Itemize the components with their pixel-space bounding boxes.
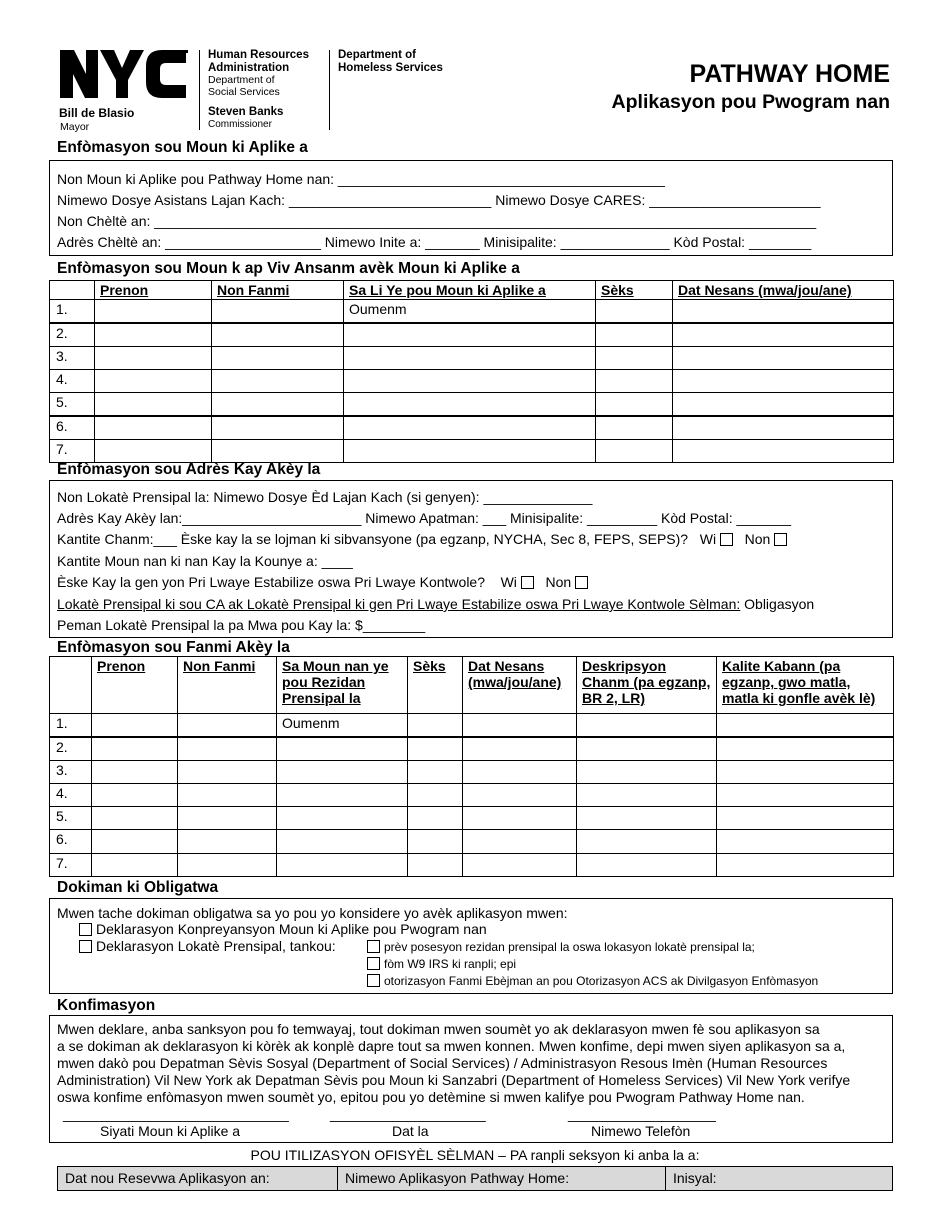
household-col-relationship: Sa Li Ye pou Moun ki Aplike a [344, 281, 596, 300]
doc-w9-label: fòm W9 IRS ki ranpli; epi [384, 957, 517, 971]
host_family-cell[interactable] [577, 830, 717, 853]
host_family-row-number: 1. [50, 714, 92, 737]
household-cell[interactable] [95, 346, 212, 369]
host_family-cell[interactable] [463, 830, 577, 853]
document-title: PATHWAY HOME [689, 60, 890, 88]
host_family-cell[interactable] [717, 737, 894, 760]
confirmation-paragraph [57, 1021, 850, 1106]
monthly-payment-line[interactable]: Peman Lokatè Prensipal la pa Mwa pou Kay la: $________ [57, 617, 426, 633]
host_family-cell[interactable] [577, 737, 717, 760]
subsidized-yes-label: Wi [699, 531, 717, 547]
bedrooms-subsidized-line [57, 531, 787, 547]
rent-stabilized-question: Èske Kay la gen yon Pri Lwaye Estabilize oswa Pri Lwaye Kontwole? [57, 574, 485, 590]
household-cell[interactable] [596, 300, 673, 323]
documents-section-title: Dokiman ki Obligatwa [57, 879, 219, 896]
leaseholder-obligation-underlined: Lokatè Prensipal ki sou CA ak Lokatè Prensipal ki gen Pri Lwaye Estabilize oswa Pri Lwaye Kontwole Sèlman: [57, 596, 741, 612]
host_family-cell[interactable] [717, 783, 894, 806]
phone-label: Nimewo Telefòn [591, 1123, 691, 1139]
household-cell[interactable] [596, 369, 673, 392]
host_family-cell[interactable] [277, 760, 408, 783]
household-cell[interactable] [95, 393, 212, 416]
household-cell[interactable] [673, 323, 894, 346]
household-cell[interactable] [95, 300, 212, 323]
host-col-0 [50, 657, 92, 714]
confirmation-line: Administration) Vil New York ak Depatman Sèvis pou Moun ki Sanzabri (Department of Homeless Services) Vil New York verifye [57, 1072, 851, 1088]
host_family-cell[interactable] [408, 760, 463, 783]
host_family-cell[interactable] [178, 807, 277, 830]
household-cell[interactable] [596, 323, 673, 346]
doc-leaseholder-checkbox[interactable] [79, 940, 92, 953]
table-row [50, 783, 894, 806]
host_family-cell[interactable] [92, 714, 178, 737]
date-label: Dat la [392, 1123, 429, 1139]
household-cell[interactable] [95, 416, 212, 439]
household-col-first-name: Prenon [95, 281, 212, 300]
office-use-heading: POU ITILIZASYON OFISYÈL SÈLMAN – PA ranpli seksyon ki anba la a: [250, 1147, 700, 1163]
host_family-cell[interactable] [408, 807, 463, 830]
host_family-cell[interactable] [577, 714, 717, 737]
stabilized-no-checkbox[interactable] [575, 576, 588, 589]
hra-block [208, 49, 309, 98]
household-cell[interactable] [95, 323, 212, 346]
host_family-cell[interactable] [277, 783, 408, 806]
host-col-room: Deskripsyon Chanm (pa egzanp, BR 2, LR) [577, 657, 717, 714]
dhs-line1: Department of [338, 49, 416, 61]
host_family-cell[interactable] [92, 783, 178, 806]
dhs-block [338, 49, 443, 75]
doc-w9-checkbox[interactable] [367, 957, 380, 970]
household-cell[interactable] [212, 393, 344, 416]
confirmation-line: oswa konfime enfòmasyon mwen soumèt yo, epitou pou yo detèmine si mwen kalifye pou Pwogram Pathway Home nan. [57, 1089, 805, 1105]
host_family-cell[interactable] [92, 807, 178, 830]
host_family-row-number: 7. [50, 853, 92, 876]
doc-understanding-checkbox[interactable] [79, 923, 92, 936]
household-cell[interactable] [673, 416, 894, 439]
mayor-name: Bill de Blasio [59, 106, 135, 120]
host_family-cell[interactable] [408, 714, 463, 737]
leaseholder-obligation-line [57, 596, 814, 612]
documents-intro: Mwen tache dokiman obligatwa sa yo pou yo konsidere yo avèk aplikasyon mwen: [57, 905, 568, 921]
table-row [50, 807, 894, 830]
table-row [50, 416, 894, 439]
applicant-section-title: Enfòmasyon sou Moun ki Aplike a [57, 139, 308, 156]
mayor-title: Mayor [60, 121, 90, 133]
household-cell[interactable] [596, 416, 673, 439]
confirmation-line: a se dokiman ak deklarasyon ki kòrèk ak konplè dapre tout sa mwen konnen. Mwen konfime, depi mwen siyen aplikasyon sa a, [57, 1038, 846, 1054]
host-col-bed: Kalite Kabann (pa egzanp, gwo matla, matla ki gonfle avèk lè) [717, 657, 894, 714]
bedrooms-subsidized-question: Kantite Chanm:___ Èske kay la se lojman ki sibvansyone (pa egzanp, NYCHA, Sec 8, FEPS, SEPS)? [57, 531, 689, 547]
household-row-number: 7. [50, 439, 95, 462]
household-cell[interactable] [673, 393, 894, 416]
commissioner-title: Commissioner [208, 119, 272, 130]
table-row [50, 346, 894, 369]
doc-proof-checkbox[interactable] [367, 940, 380, 953]
leaseholder-obligation-rest: Obligasyon [740, 596, 815, 612]
household-cell[interactable] [596, 439, 673, 462]
host_family-row-number: 3. [50, 760, 92, 783]
household-cell[interactable] [344, 323, 596, 346]
cash-case-number-line[interactable]: Nimewo Dosye Asistans Lajan Kach: __________________________ Nimewo Dosye CARES: ______________________ [57, 192, 821, 208]
host_family-cell[interactable] [463, 760, 577, 783]
host_family-cell[interactable] [277, 737, 408, 760]
host_family-cell[interactable] [178, 853, 277, 876]
household-row-number: 5. [50, 393, 95, 416]
host_family-cell[interactable] [92, 830, 178, 853]
host-family-table [49, 656, 894, 877]
applicant-name-line[interactable]: Non Moun ki Aplike pou Pathway Home nan: __________________________________________ [57, 171, 665, 187]
household-cell[interactable] [95, 369, 212, 392]
household-cell[interactable] [212, 300, 344, 323]
household-cell[interactable] [344, 439, 596, 462]
household-row-number: 6. [50, 416, 95, 439]
shelter-address-line[interactable]: Adrès Chèltè an: ____________________ Nimewo Inite a: _______ Minisipalite: ______________ Kòd Postal: ________ [57, 234, 812, 250]
table-row [50, 830, 894, 853]
host_family-cell[interactable] [463, 714, 577, 737]
table-row [50, 714, 894, 737]
signature-field[interactable]: _____________________________ [63, 1106, 289, 1122]
household-cell[interactable] [212, 323, 344, 346]
household-col-sex: Sèks [596, 281, 673, 300]
office-use-bar [57, 1166, 893, 1191]
host_family-cell[interactable] [92, 737, 178, 760]
host_family-cell[interactable] [92, 853, 178, 876]
leaseholder-case-line[interactable]: Non Lokatè Prensipal la: Nimewo Dosye Èd Lajan Kach (si genyen): ______________ [57, 489, 593, 505]
hra-line4: Social Services [208, 85, 280, 98]
host_family-cell[interactable] [277, 807, 408, 830]
host-col-dob: Dat Nesans (mwa/jou/ane) [463, 657, 577, 714]
rent-stabilized-line [57, 574, 588, 590]
household-table [49, 280, 894, 463]
host-family-section-title: Enfòmasyon sou Fanmi Akèy la [57, 639, 290, 656]
commissioner-block [208, 106, 283, 130]
table-row [50, 760, 894, 783]
hra-line3: Department of [208, 74, 275, 86]
date-field[interactable]: ____________________ [330, 1106, 486, 1122]
host-address-line[interactable]: Adrès Kay Akèy lan:_______________________ Nimewo Apatman: ___ Minisipalite: _________ Kòd Postal: _______ [57, 510, 791, 526]
doc-understanding-label: Deklarasyon Konpreyansyon Moun ki Aplike pou Pwogram nan [96, 921, 487, 937]
confirmation-section-title: Konfimasyon [57, 997, 156, 1014]
household-cell[interactable] [344, 393, 596, 416]
office-application-number[interactable]: Nimewo Aplikasyon Pathway Home: [338, 1167, 666, 1190]
host-col-last-name: Non Fanmi [178, 657, 277, 714]
host_family-cell[interactable] [277, 853, 408, 876]
stabilized-yes-checkbox[interactable] [521, 576, 534, 589]
stabilized-no-label: Non [545, 574, 572, 590]
subsidized-yes-checkbox[interactable] [720, 533, 733, 546]
subsidized-no-label: Non [744, 531, 771, 547]
office-date-received[interactable]: Dat nou Resevwa Aplikasyon an: [58, 1167, 338, 1190]
host_family-cell[interactable] [408, 830, 463, 853]
host_family-cell[interactable] [577, 853, 717, 876]
host_family-cell[interactable] [577, 783, 717, 806]
doc-leaseholder-label: Deklarasyon Lokatè Prensipal, tankou: [96, 938, 336, 954]
table-row [50, 323, 894, 346]
host-col-sex: Sèks [408, 657, 463, 714]
host_family-cell[interactable] [717, 807, 894, 830]
household-row-number: 2. [50, 323, 95, 346]
host_family-cell[interactable] [178, 737, 277, 760]
household-cell[interactable]: Oumenm [344, 300, 596, 323]
household-cell[interactable] [344, 369, 596, 392]
household-cell[interactable] [673, 300, 894, 323]
household-row-number: 4. [50, 369, 95, 392]
commissioner-name: Steven Banks [208, 106, 284, 118]
host_family-cell[interactable] [408, 737, 463, 760]
host_family-cell[interactable] [577, 807, 717, 830]
shelter-name-line[interactable]: Non Chèltè an: _____________________________________________________________________________________ [57, 213, 817, 229]
host_family-cell[interactable] [577, 760, 717, 783]
host-address-section-title: Enfòmasyon sou Adrès Kay Akèy la [57, 461, 321, 478]
household-cell[interactable] [344, 416, 596, 439]
host_family-cell[interactable] [277, 830, 408, 853]
nyc-logo [58, 48, 190, 100]
table-row [50, 737, 894, 760]
household-row-number: 1. [50, 300, 95, 323]
host_family-cell[interactable] [178, 783, 277, 806]
hra-line1: Human Resources [208, 49, 309, 61]
host_family-cell[interactable] [463, 737, 577, 760]
table-row [50, 300, 894, 323]
household-cell[interactable] [212, 416, 344, 439]
host_family-cell[interactable]: Oumenm [277, 714, 408, 737]
household-section-title: Enfòmasyon sou Moun k ap Viv Ansanm avèk Moun ki Aplike a [57, 260, 520, 277]
host_family-cell[interactable] [717, 853, 894, 876]
household-col-dob: Dat Nesans (mwa/jou/ane) [673, 281, 894, 300]
household-cell[interactable] [95, 439, 212, 462]
office-initials[interactable]: Inisyal: [673, 1170, 717, 1186]
confirmation-line: Mwen deklare, anba sanksyon pou fo temwayaj, tout dokiman mwen soumèt yo ak deklarasyon mwen fè sou aplikasyon sa [57, 1021, 820, 1037]
host-col-relationship: Sa Moun nan ye pou Rezidan Prensipal la [277, 657, 408, 714]
host_family-row-number: 6. [50, 830, 92, 853]
host_family-cell[interactable] [408, 853, 463, 876]
host_family-cell[interactable] [717, 714, 894, 737]
host-col-first-name: Prenon [92, 657, 178, 714]
stabilized-yes-label: Wi [500, 574, 517, 590]
host_family-cell[interactable] [92, 760, 178, 783]
household-cell[interactable] [596, 346, 673, 369]
table-row [50, 393, 894, 416]
household-cell[interactable] [212, 439, 344, 462]
document-subtitle: Aplikasyon pou Pwogram nan [611, 91, 890, 113]
doc-proof-label: prèv posesyon rezidan prensipal la oswa lokasyon lokatè prensipal la; [384, 940, 755, 954]
subsidized-no-checkbox[interactable] [774, 533, 787, 546]
household-cell[interactable] [344, 346, 596, 369]
host_family-row-number: 2. [50, 737, 92, 760]
host_family-row-number: 4. [50, 783, 92, 806]
household-cell[interactable] [212, 346, 344, 369]
host_family-cell[interactable] [717, 830, 894, 853]
host_family-cell[interactable] [178, 760, 277, 783]
hra-line2: Administration [208, 62, 290, 74]
host_family-cell[interactable] [178, 830, 277, 853]
header-divider-2 [329, 50, 330, 130]
confirmation-line: mwen dakò pou Depatman Sèvis Sosyal (Department of Social Services) / Administrasyon Resous Imèn (Human Resources [57, 1055, 828, 1071]
household-cell[interactable] [673, 439, 894, 462]
host_family-cell[interactable] [463, 807, 577, 830]
doc-authorization-checkbox[interactable] [367, 974, 380, 987]
phone-field[interactable]: ___________________ [568, 1106, 716, 1122]
host_family-cell[interactable] [463, 853, 577, 876]
signature-label: Siyati Moun ki Aplike a [100, 1123, 241, 1139]
table-row [50, 369, 894, 392]
table-row [50, 853, 894, 876]
host_family-cell[interactable] [408, 783, 463, 806]
household-col-0 [50, 281, 95, 300]
host_family-cell[interactable] [463, 783, 577, 806]
household-cell[interactable] [673, 346, 894, 369]
header-divider [199, 50, 200, 130]
household-col-last-name: Non Fanmi [212, 281, 344, 300]
household-cell[interactable] [212, 369, 344, 392]
doc-authorization-label: otorizasyon Fanmi Ebèjman an pou Otorizasyon ACS ak Divilgasyon Enfòmasyon [384, 974, 819, 988]
table-row [50, 439, 894, 462]
host_family-row-number: 5. [50, 807, 92, 830]
household-row-number: 3. [50, 346, 95, 369]
household-cell[interactable] [673, 369, 894, 392]
host_family-cell[interactable] [717, 760, 894, 783]
host_family-cell[interactable] [178, 714, 277, 737]
household-cell[interactable] [596, 393, 673, 416]
dhs-line2: Homeless Services [338, 62, 443, 74]
household-count-line[interactable]: Kantite Moun nan ki nan Kay la Kounye a: ____ [57, 553, 353, 569]
